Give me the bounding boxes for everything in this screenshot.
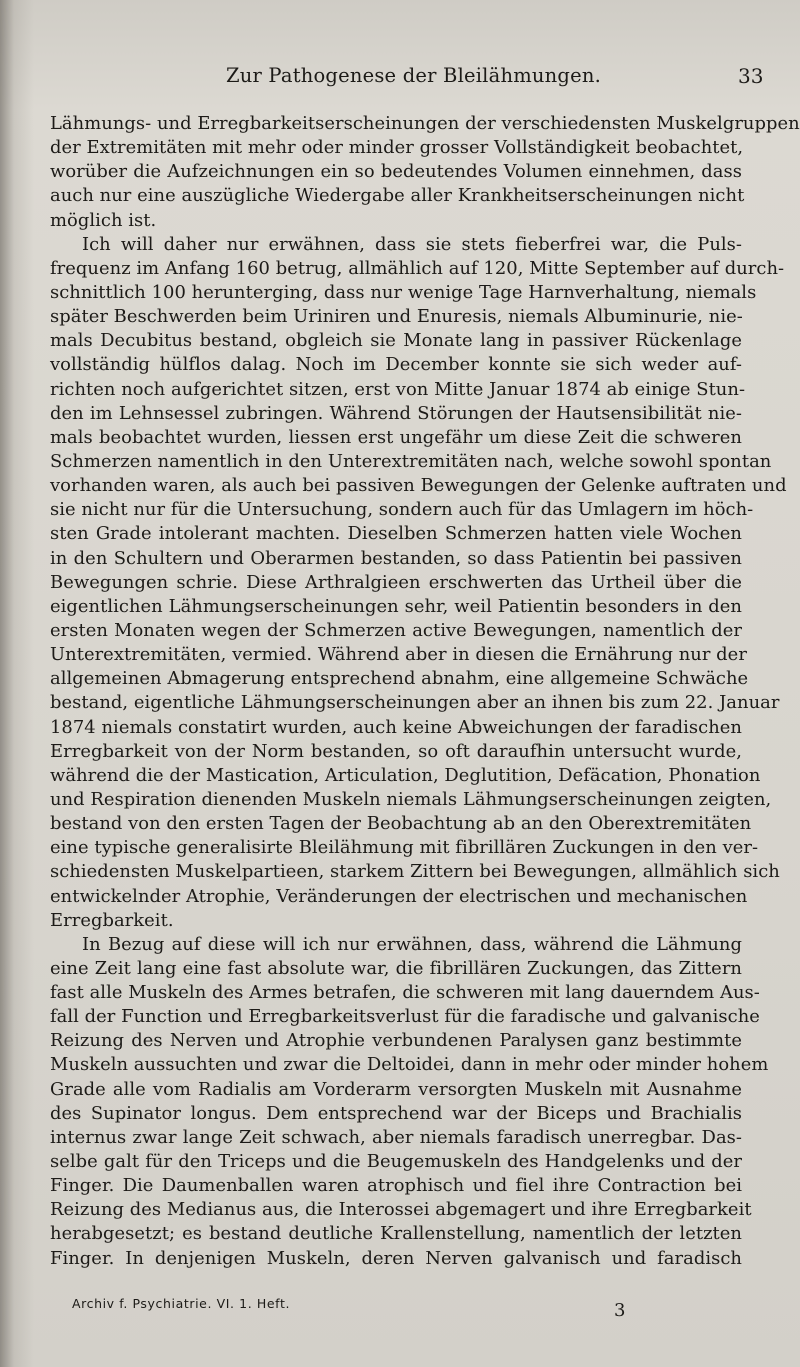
text-line: bestand, eigentliche Lähmungserscheinungen aber an ihnen bis zum 22. Januar — [50, 692, 780, 714]
text-line: selbe galt für den Triceps und die Beugemuskeln des Handgelenks und der — [50, 1151, 742, 1173]
text-line: schiedensten Muskelpartieen, starkem Zittern bei Bewegungen, allmählich sich — [50, 861, 780, 883]
text-line: Reizung des Medianus aus, die Interossei abgemagert und ihre Erregbarkeit — [50, 1199, 752, 1221]
text-line: mals beobachtet wurden, liessen erst ungefähr um diese Zeit die schweren — [50, 426, 742, 448]
text-line: In Bezug auf diese will ich nur erwähnen, dass, während die Lähmung — [82, 933, 742, 955]
text-line: möglich ist. — [50, 209, 157, 231]
text-line: in den Schultern und Oberarmen bestanden, so dass Patientin bei passiven — [50, 547, 742, 569]
text-line: herabgesetzt; es bestand deutliche Krallenstellung, namentlich der letzten — [50, 1223, 742, 1245]
page-footer — [0, 1296, 800, 1326]
text-line: Erregbarkeit. — [50, 909, 174, 931]
text-line: bestand von den ersten Tagen der Beobachtung ab an den Oberextremitäten — [50, 813, 752, 835]
text-line: der Extremitäten mit mehr oder minder grosser Vollständigkeit beobachtet, — [50, 137, 744, 159]
text-line: frequenz im Anfang 160 betrug, allmählich auf 120, Mitte September auf durch- — [50, 257, 785, 279]
text-line: auch nur eine auszügliche Wiedergabe aller Krankheitserscheinungen nicht — [50, 185, 745, 207]
running-title: Zur Pathogenese der Bleilähmungen. — [226, 64, 601, 87]
text-line: eine typische generalisirte Bleilähmung mit fibrillären Zuckungen in den ver- — [50, 837, 759, 859]
text-line: den im Lehnsessel zubringen. Während Störungen der Hautsensibilität nie- — [50, 402, 742, 424]
text-line: sie nicht nur für die Untersuchung, sondern auch für das Umlagern im höch- — [50, 499, 754, 521]
page-header — [0, 60, 800, 96]
text-line: entwickelnder Atrophie, Veränderungen der electrischen und mechanischen — [50, 885, 748, 907]
text-line: Schmerzen namentlich in den Unterextremitäten nach, welche sowohl spontan — [50, 450, 772, 472]
text-line: Unterextremitäten, vermied. Während aber in diesen die Ernährung nur der — [50, 644, 747, 666]
text-line: richten noch aufgerichtet sitzen, erst von Mitte Januar 1874 ab einige Stun- — [50, 378, 746, 400]
text-line: Ich will daher nur erwähnen, dass sie stets fieberfrei war, die Puls- — [82, 233, 742, 255]
text-line: schnittlich 100 herunterging, dass nur wenige Tage Harnverhaltung, niemals — [50, 281, 757, 303]
text-line: Grade alle vom Radialis am Vorderarm versorgten Muskeln mit Ausnahme — [50, 1078, 742, 1100]
body-text — [50, 112, 800, 1271]
text-line: später Beschwerden beim Uriniren und Enuresis, niemals Albuminurie, nie- — [50, 306, 743, 328]
text-line: fast alle Muskeln des Armes betrafen, die schweren mit lang dauerndem Aus- — [50, 982, 760, 1004]
text-line: Muskeln aussuchten und zwar die Deltoidei, dann in mehr oder minder hohem — [50, 1054, 769, 1076]
text-line: Lähmungs- und Erregbarkeitserscheinungen der verschiedensten Muskelgruppen — [50, 113, 800, 134]
text-line: Finger. In denjenigen Muskeln, deren Nerven galvanisch und faradisch — [50, 1247, 742, 1269]
text-line: vorhanden waren, als auch bei passiven Bewegungen der Gelenke auftraten und — [50, 475, 787, 497]
text-line: und Respiration dienenden Muskeln niemals Lähmungserscheinungen zeigten, — [50, 788, 772, 810]
text-line: fall der Function und Erregbarkeitsverlust für die faradische und galvanische — [50, 1006, 760, 1028]
text-line: allgemeinen Abmagerung entsprechend abnahm, eine allgemeine Schwäche — [50, 668, 749, 690]
text-line: ersten Monaten wegen der Schmerzen active Bewegungen, namentlich der — [50, 619, 742, 641]
page-number: 33 — [738, 64, 764, 88]
text-line: worüber die Aufzeichnungen ein so bedeutendes Volumen einnehmen, dass — [50, 161, 742, 183]
text-line: Finger. Die Daumenballen waren atrophisch und fiel ihre Contraction bei — [50, 1175, 742, 1197]
text-line: 1874 niemals constatirt wurden, auch keine Abweichungen der faradischen — [50, 716, 742, 738]
signature-mark: 3 — [614, 1300, 626, 1321]
text-line: Reizung des Nerven und Atrophie verbundenen Paralysen ganz bestimmte — [50, 1030, 742, 1052]
text-line: eine Zeit lang eine fast absolute war, die fibrillären Zuckungen, das Zittern — [50, 957, 742, 979]
text-line: sten Grade intolerant machten. Dieselben Schmerzen hatten viele Wochen — [50, 523, 742, 545]
text-line: eigentlichen Lähmungserscheinungen sehr, weil Patientin besonders in den — [50, 595, 742, 617]
text-line: Bewegungen schrie. Diese Arthralgieen erschwerten das Urtheil über die — [50, 571, 742, 593]
text-line: internus zwar lange Zeit schwach, aber niemals faradisch unerregbar. Das- — [50, 1126, 742, 1148]
text-line: des Supinator longus. Dem entsprechend war der Biceps und Brachialis — [50, 1102, 742, 1124]
text-line: während die der Mastication, Articulation, Deglutition, Defäcation, Phonation — [50, 764, 761, 786]
text-line: Erregbarkeit von der Norm bestanden, so oft daraufhin untersucht wurde, — [50, 740, 742, 762]
text-line: mals Decubitus bestand, obgleich sie Monate lang in passiver Rückenlage — [50, 330, 742, 352]
text-line: vollständig hülflos dalag. Noch im December konnte sie sich weder auf- — [50, 354, 742, 376]
signature-note: Archiv f. Psychiatrie. VI. 1. Heft. — [72, 1296, 291, 1311]
